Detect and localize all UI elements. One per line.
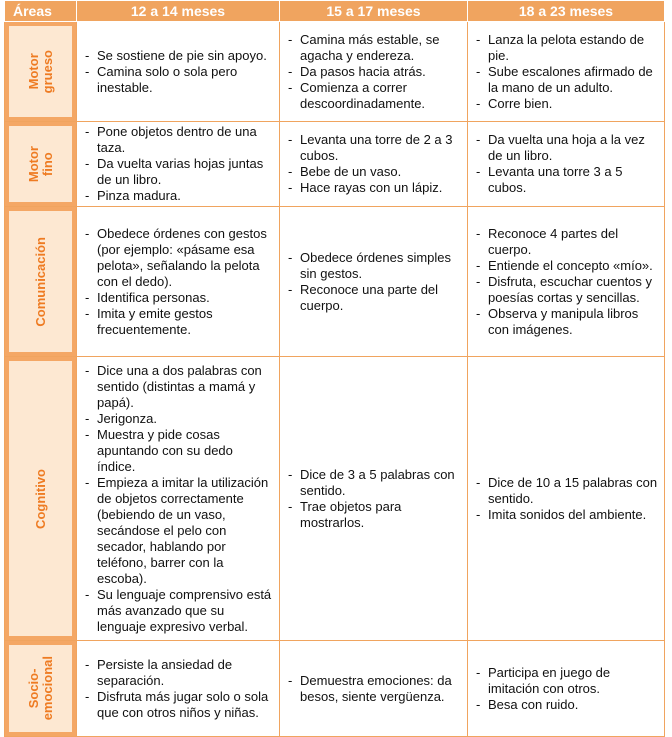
header-12-14: 12 a 14 meses	[77, 1, 280, 22]
list-item: - Bebe de un vaso.	[288, 164, 461, 180]
area-label: Motor grueso	[25, 49, 55, 94]
area-cell	[5, 641, 77, 737]
cell-15-17	[280, 22, 468, 122]
list-item: - Observa y manipula libros con imágenes.	[476, 306, 658, 338]
list-item: - Dice una a dos palabras con sentido (distintas a mamá y papá).	[85, 363, 273, 411]
area-cell	[5, 207, 77, 357]
cell-12-14	[77, 207, 280, 357]
list-item: - Participa en juego de imitación con otros.	[476, 665, 658, 697]
area-label: Socio- emocional	[25, 656, 55, 721]
cell-15-17	[280, 122, 468, 207]
area-label: Cognitivo	[32, 468, 48, 529]
development-table	[4, 0, 665, 737]
list-item: - Dice de 10 a 15 palabras con sentido.	[476, 475, 658, 507]
list-item: - Disfruta más jugar solo o sola que con otros niños y niñas.	[85, 689, 273, 721]
list-item: - Camina más estable, se agacha y endereza.	[288, 32, 461, 64]
cell-18-23	[468, 641, 665, 737]
area-cell	[5, 122, 77, 207]
list-item: - Persiste la ansiedad de separación.	[85, 657, 273, 689]
list-item: - Comienza a correr descoordinadamente.	[288, 80, 461, 112]
cell-15-17	[280, 641, 468, 737]
cell-18-23	[468, 357, 665, 641]
area-label: Comunicación	[32, 236, 48, 327]
list-item: - Dice de 3 a 5 palabras con sentido.	[288, 467, 461, 499]
list-item: - Obedece órdenes con gestos (por ejemplo: «pásame esa pelota», señalando la pelota con el dedo).	[85, 226, 273, 290]
list-item: - Entiende el concepto «mío».	[476, 258, 658, 274]
cell-12-14	[77, 22, 280, 122]
area-cell	[5, 22, 77, 122]
cell-15-17	[280, 357, 468, 641]
row-comunicacion	[5, 207, 665, 357]
list-item: - Obedece órdenes simples sin gestos.	[288, 250, 461, 282]
list-item: - Levanta una torre de 2 a 3 cubos.	[288, 132, 461, 164]
cell-18-23	[468, 207, 665, 357]
list-item: - Empieza a imitar la utilización de objetos correctamente (bebiendo de un vaso, secándose el pelo con secador, hablando por teléfono, barrer con la escoba).	[85, 475, 273, 587]
list-item: - Pone objetos dentro de una taza.	[85, 124, 273, 156]
cell-15-17	[280, 207, 468, 357]
list-item: - Da vuelta una hoja a la vez de un libro.	[476, 132, 658, 164]
row-motor-grueso	[5, 22, 665, 122]
list-item: - Da pasos hacia atrás.	[288, 64, 461, 80]
cell-12-14	[77, 357, 280, 641]
cell-12-14	[77, 641, 280, 737]
list-item: - Da vuelta varias hojas juntas de un libro.	[85, 156, 273, 188]
list-item: - Trae objetos para mostrarlos.	[288, 499, 461, 531]
area-cell	[5, 357, 77, 641]
list-item: - Imita y emite gestos frecuentemente.	[85, 306, 273, 338]
cell-18-23	[468, 122, 665, 207]
row-motor-fino	[5, 122, 665, 207]
header-row	[5, 1, 665, 22]
list-item: - Camina solo o sola pero inestable.	[85, 64, 273, 96]
list-item: - Lanza la pelota estando de pie.	[476, 32, 658, 64]
row-cognitivo	[5, 357, 665, 641]
list-item: - Reconoce 4 partes del cuerpo.	[476, 226, 658, 258]
list-item: - Jerigonza.	[85, 411, 273, 427]
list-item: - Reconoce una parte del cuerpo.	[288, 282, 461, 314]
header-15-17: 15 a 17 meses	[280, 1, 468, 22]
list-item: - Pinza madura.	[85, 188, 273, 204]
cell-12-14	[77, 122, 280, 207]
header-18-23: 18 a 23 meses	[468, 1, 665, 22]
list-item: - Se sostiene de pie sin apoyo.	[85, 48, 273, 64]
list-item: - Hace rayas con un lápiz.	[288, 180, 461, 196]
list-item: - Disfruta, escuchar cuentos y poesías cortas y sencillas.	[476, 274, 658, 306]
list-item: - Besa con ruido.	[476, 697, 658, 713]
list-item: - Muestra y pide cosas apuntando con su dedo índice.	[85, 427, 273, 475]
list-item: - Identifica personas.	[85, 290, 273, 306]
area-label: Motor fino	[25, 145, 55, 183]
list-item: - Levanta una torre 3 a 5 cubos.	[476, 164, 658, 196]
header-areas: Áreas	[5, 1, 77, 22]
list-item: - Demuestra emociones: da besos, siente vergüenza.	[288, 673, 461, 705]
cell-18-23	[468, 22, 665, 122]
row-socioemocional	[5, 641, 665, 737]
list-item: - Corre bien.	[476, 96, 658, 112]
list-item: - Sube escalones afirmado de la mano de un adulto.	[476, 64, 658, 96]
list-item: - Imita sonidos del ambiente.	[476, 507, 658, 523]
list-item: - Su lenguaje comprensivo está más avanzado que su lenguaje expresivo verbal.	[85, 587, 273, 635]
